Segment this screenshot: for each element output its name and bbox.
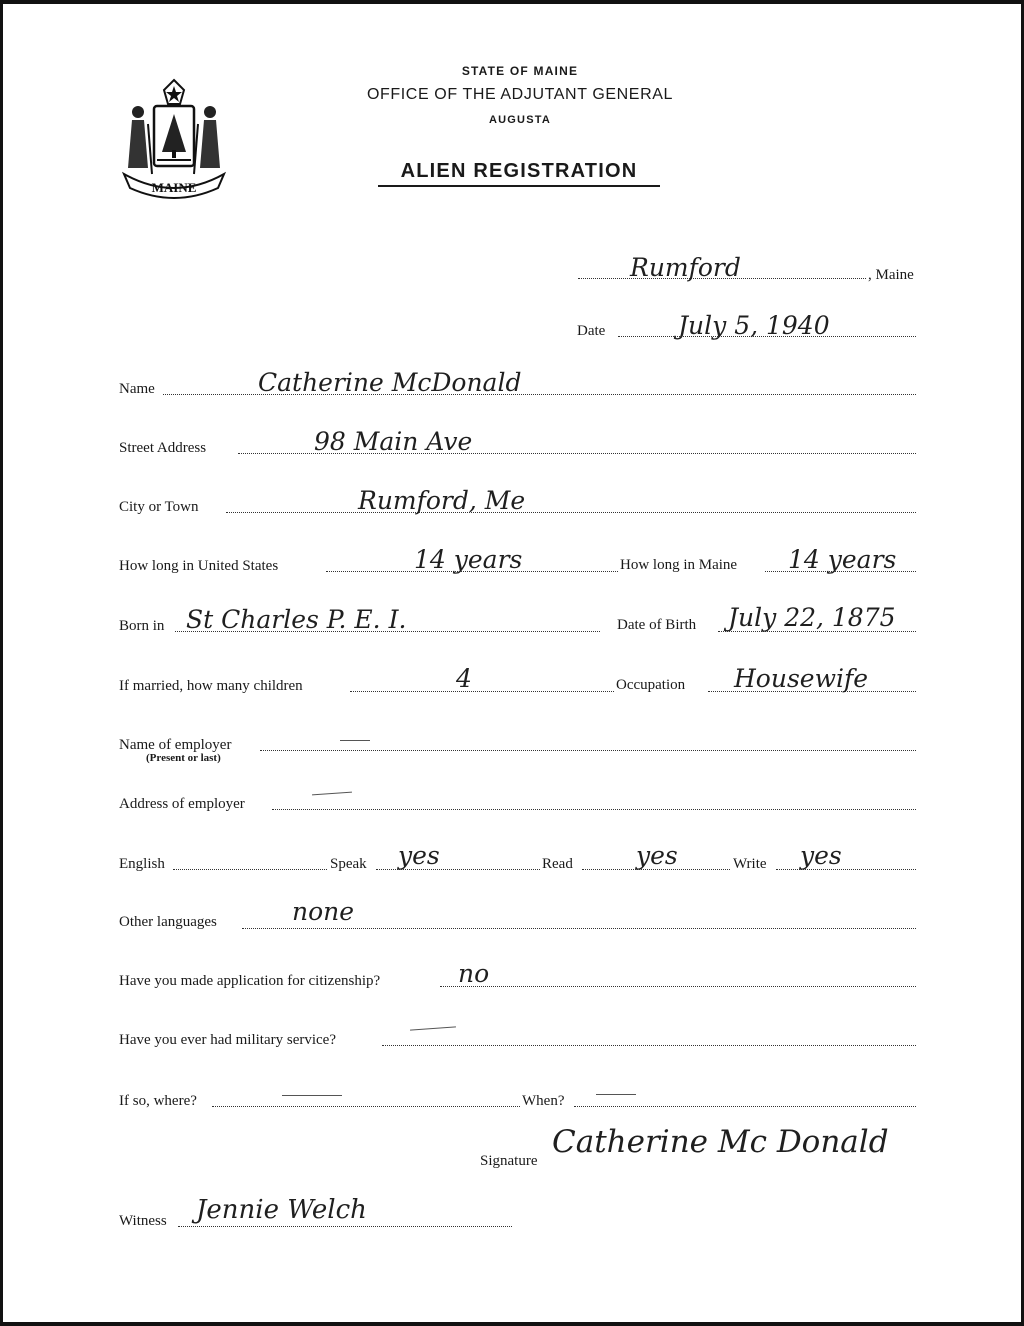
english-label: English — [119, 856, 165, 872]
city-line — [226, 512, 916, 513]
employer-note: (Present or last) — [146, 752, 221, 764]
when-blank-dash — [596, 1094, 636, 1095]
occupation-value: Housewife — [734, 664, 869, 693]
occupation-label: Occupation — [616, 677, 686, 693]
born-in-value: St Charles P. E. I. — [186, 605, 407, 634]
write-value: yes — [800, 841, 842, 870]
signature-value: Catherine Mc Donald — [552, 1124, 889, 1160]
employer-address-line — [272, 809, 916, 810]
witness-line — [178, 1226, 512, 1227]
military-label: Have you ever had military service? — [119, 1032, 336, 1048]
other-languages-label: Other languages — [119, 914, 217, 930]
how-long-maine-value: 14 years — [788, 545, 897, 574]
signature-label: Signature — [480, 1153, 538, 1169]
read-label: Read — [542, 856, 573, 872]
write-label: Write — [733, 856, 767, 872]
write-line — [776, 869, 916, 870]
when-label: When? — [522, 1093, 565, 1109]
children-label: If married, how many children — [119, 678, 303, 694]
where-label: If so, where? — [119, 1093, 197, 1109]
other-languages-value: none — [292, 897, 355, 926]
scan-border-bottom — [0, 1322, 1024, 1326]
city-label: City or Town — [119, 499, 199, 515]
form-title: ALIEN REGISTRATION — [378, 160, 660, 187]
speak-label: Speak — [330, 856, 367, 872]
employer-blank-dash — [340, 740, 370, 741]
employer-address-blank-dash — [312, 792, 352, 796]
name-label: Name — [119, 381, 155, 397]
date-value: July 5, 1940 — [678, 311, 830, 340]
citizenship-line — [440, 986, 916, 987]
speak-value: yes — [398, 841, 440, 870]
employer-line — [260, 750, 916, 751]
header-office: OFFICE OF THE ADJUTANT GENERAL — [366, 86, 674, 103]
citizenship-label: Have you made application for citizenship? — [119, 973, 381, 989]
born-in-label: Born in — [119, 618, 165, 634]
children-line — [350, 691, 614, 692]
how-long-us-label: How long in United States — [119, 558, 279, 574]
city-value: Rumford, Me — [358, 486, 526, 515]
dob-label: Date of Birth — [617, 617, 697, 633]
street-value: 98 Main Ave — [314, 427, 473, 456]
header-state: STATE OF MAINE — [461, 64, 579, 78]
maine-state-seal-icon — [118, 76, 230, 208]
children-value: 4 — [456, 664, 472, 693]
town-value: Rumford — [630, 253, 741, 282]
witness-label: Witness — [119, 1213, 167, 1229]
dob-value: July 22, 1875 — [728, 603, 896, 632]
where-blank-dash — [282, 1095, 342, 1096]
where-line — [212, 1106, 520, 1107]
maine-label: , Maine — [868, 267, 914, 283]
date-label: Date — [577, 323, 606, 339]
military-line — [382, 1045, 916, 1046]
other-languages-line — [242, 928, 916, 929]
employer-address-label: Address of employer — [119, 796, 245, 812]
when-line — [574, 1106, 916, 1107]
how-long-maine-label: How long in Maine — [620, 557, 738, 573]
read-value: yes — [636, 841, 678, 870]
scan-border-left — [0, 0, 3, 1326]
citizenship-value: no — [458, 959, 490, 988]
name-value: Catherine McDonald — [258, 368, 522, 397]
seal-ribbon-text: MAINE — [151, 180, 197, 195]
employer-label: Name of employer — [119, 737, 232, 753]
witness-value: Jennie Welch — [196, 1195, 367, 1225]
header-city: AUGUSTA — [489, 114, 551, 126]
how-long-us-value: 14 years — [414, 545, 523, 574]
street-label: Street Address — [119, 440, 207, 456]
scan-border-top — [0, 0, 1024, 4]
english-line — [173, 869, 327, 870]
military-blank-dash — [410, 1026, 456, 1030]
